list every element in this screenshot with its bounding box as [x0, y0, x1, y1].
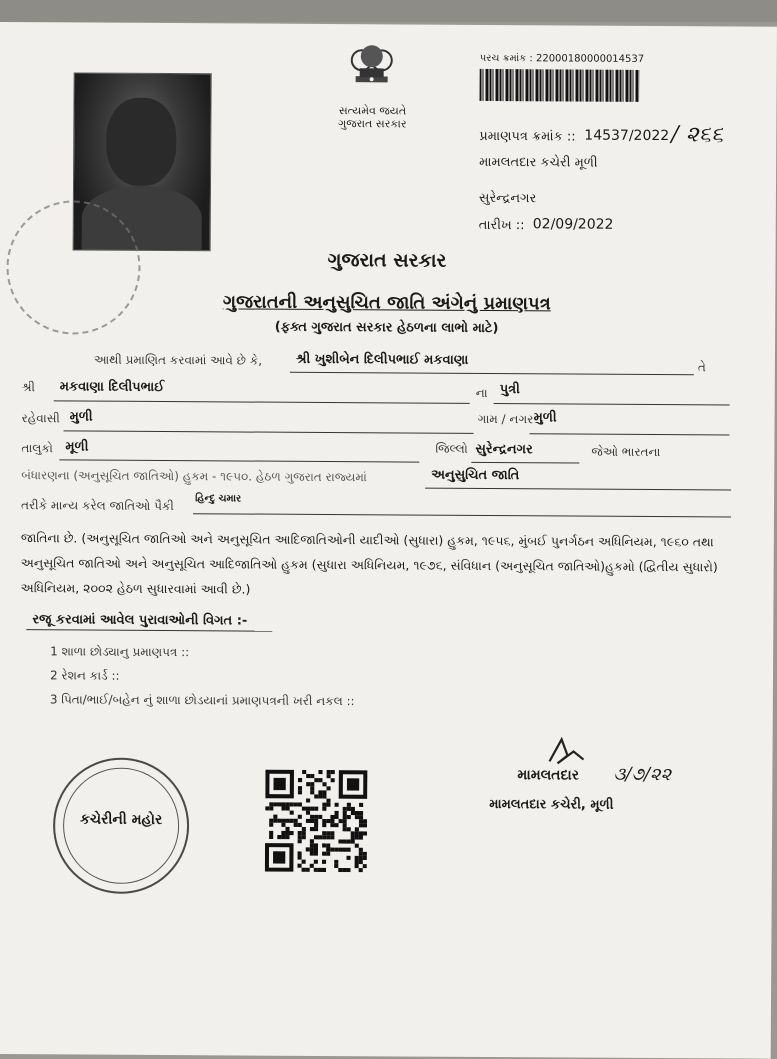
recognized-text: તરીકે માન્ય કરેલ જાતિઓ પૈકી: [21, 498, 174, 514]
signature-mark: [543, 733, 593, 769]
cert-no-label: પ્રમાણપત્ર ક્રમાંક ::: [479, 128, 576, 145]
signature-date: ૩/૭/૨૨: [613, 763, 672, 786]
signatory-title: મામલતદાર: [517, 767, 580, 784]
evidence-item: 3 પિતા/ભાઈ/બહેન નું શાળા છોડયાનાં પ્રમાણપત્રની ખરી નકલ ::: [49, 692, 355, 709]
order-text: બંધારણના (અનુસૂચિત જાતિઓ) હુકમ - ૧૯૫૦. હેઠળ ગુજરાત રાજ્યમાં: [21, 468, 367, 485]
te-label: તે: [697, 360, 706, 375]
barcode-label: પરચ ક્રમાંક : 22000180000014537: [479, 52, 645, 65]
applicant-name: શ્રી ખુશીબેન દિલીપભાઈ મકવાણા: [295, 351, 469, 368]
category-value: અનુસુચિત જાતિ: [431, 467, 520, 484]
caste-value: હિન્દુ ચમાર: [195, 493, 242, 505]
relation: પુત્રી: [499, 382, 520, 398]
emblem-caption: ગુજરાત સરકાર: [338, 117, 407, 131]
resident-label: રહેવાસી: [21, 411, 60, 426]
certificate-subtitle: (ફક્ત ગુજરાત સરકાર હેઠળના લાભો માટે): [274, 319, 499, 337]
evidence-item: 2 રેશન કાર્ડ ::: [49, 668, 120, 683]
qr-code: [265, 770, 368, 873]
shri-label: શ્રી: [21, 380, 36, 395]
na-label: ના: [475, 385, 488, 400]
issuing-district: સુરેન્દ્રનગર: [478, 190, 537, 207]
father-name: મકવાણા દિલીપભાઈ: [59, 379, 165, 396]
national-emblem-icon: [336, 32, 408, 102]
taluka-label: તાલુકો: [21, 441, 53, 456]
certificate-page: [0, 22, 777, 1059]
signatory-office: મામલતદાર કચેરી, મૂળી: [489, 797, 614, 813]
handwritten-number: / ૨૬૬: [671, 122, 724, 148]
indian-text: જેઓ ભારતના: [591, 444, 661, 460]
resident-value: મુળી: [69, 409, 93, 425]
district-label: જિલ્લો: [435, 441, 468, 456]
government-title: ગુજરાત સરકાર: [327, 249, 447, 272]
evidence-heading: રજૂ કરવામાં આવેલ પુરાવાઓની વિગત :-: [32, 612, 248, 629]
date-label: તારીખ ::: [478, 217, 525, 234]
office-seal: [53, 757, 190, 894]
cert-no: 14537/2022: [584, 127, 670, 145]
barcode: [480, 69, 640, 102]
certificate-title: ગુજરાતની અનુસુચિત જાતિ અંગેનું પ્રમાણપત્ર: [222, 291, 551, 315]
legal-paragraph: જાતિના છે. (અનુસૂચિત જાતિઓ અને અનુસૂચિત આદિજાતિઓની યાદીઓ (સુધારા) હુકમ, ૧૯૫૬, મુંબઈ પુનર્ગઠન અધિનિયમ, ૧૯૬૦ તથા અનુસૂચિત જાતિઓ અને અનુસૂચિત આદિજાતિઓ હુકમ (સુધારા અધિનિયમ, ૧૯૭૬, સંવિધાન (અનુસૂચિત જાતિઓ)હુકમો (દ્વિતીય સુધારો) અધિનિયમ, ૨૦૦૨ હેઠળ સુધારવામાં આવી છે.): [20, 530, 718, 597]
issuing-office: મામલતદાર કચેરી મૂળી: [479, 154, 598, 171]
taluka-value: મૂળી: [65, 439, 89, 455]
issue-date: 02/09/2022: [532, 216, 614, 233]
village-label: ગામ / નગર: [477, 411, 534, 427]
seal-text: કચેરીની મહોર: [79, 811, 163, 829]
evidence-item: 1 શાળા છોડ્યાનુ પ્રમાણપત્ર ::: [50, 644, 190, 660]
emblem-motto: સત્યમેવ જયતે: [338, 104, 407, 118]
certify-text: આથી પ્રમાણિત કરવામાં આવે છે કે,: [93, 352, 263, 368]
village-value: મુળી: [533, 410, 557, 426]
scan-background: [0, 0, 777, 22]
district-value: સુરેન્દ્રનગર: [475, 441, 533, 458]
